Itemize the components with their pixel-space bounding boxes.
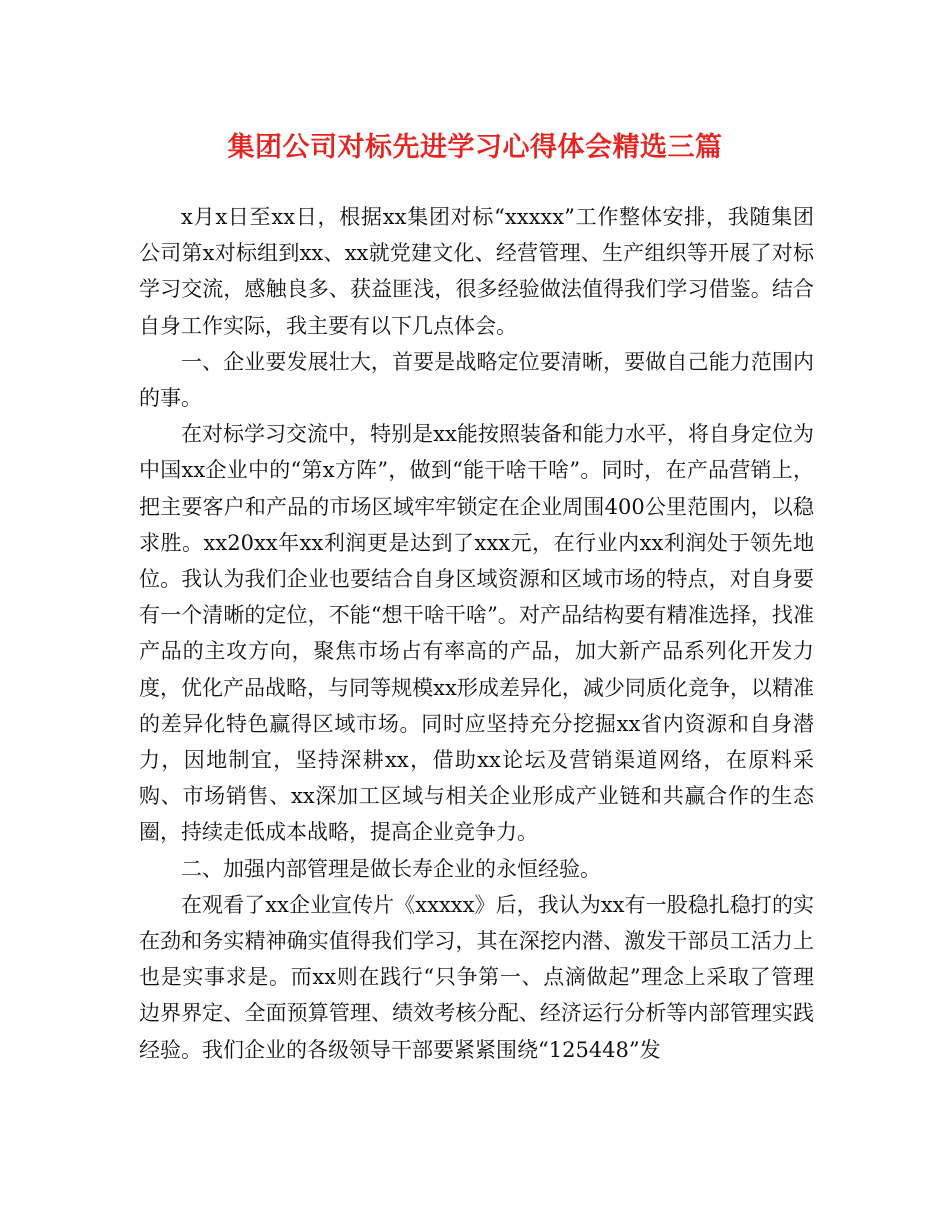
- document-title: 集团公司对标先进学习心得体会精选三篇: [227, 132, 723, 163]
- paragraph-heading-2: 二、加强内部管理是做长寿企业的永恒经验。: [181, 856, 601, 881]
- document-body: [139, 199, 814, 1068]
- paragraph-body-2: 在观看了xx企业宣传片《xxxxx》后，我认为xx有一股稳扎稳打的实在劲和务实精神确实值得我们学习，其在深挖内潜、激发干部员工活力上也是实事求是。而xx则在践行“只争第一、点滴做起”理念上采取了管理边界界定、全面预算管理、绩效考核分配、经济运行分析等内部管理实践经验。我们企业的各级领导干部要紧紧围绕“125448”发: [139, 892, 814, 1062]
- paragraph-intro: x月x日至xx日，根据xx集团对标“xxxxx”工作整体安排，我随集团公司第x对标组到xx、xx就党建文化、经营管理、生产组织等开展了对标学习交流，感触良多、获益匪浅，很多经验做法值得我们学习借鉴。结合自身工作实际，我主要有以下几点体会。: [139, 205, 814, 338]
- paragraph-body-1: 在对标学习交流中，特别是xx能按照装备和能力水平，将自身定位为中国xx企业中的“第x方阵”，做到“能干啥干啥”。同时，在产品营销上，把主要客户和产品的市场区域牢牢锁定在企业周围400公里范围内，以稳求胜。xx20xx年xx利润更是达到了xxx元，在行业内xx利润处于领先地位。我认为我们企业也要结合自身区域资源和区域市场的特点，对自身要有一个清晰的定位，不能“想干啥干啥”。对产品结构要有精准选择，找准产品的主攻方向，聚焦市场占有率高的产品，加大新产品系列化开发力度，优化产品战略，与同等规模xx形成差异化，减少同质化竞争，以精准的差异化特色赢得区域市场。同时应坚持充分挖掘xx省内资源和自身潜力，因地制宜，坚持深耕xx，借助xx论坛及营销渠道网络，在原料采购、市场销售、xx深加工区域与相关企业形成产业链和共赢合作的生态圈，持续走低成本战略，提高企业竞争力。: [139, 422, 814, 845]
- paragraph-heading-1: 一、企业要发展壮大，首要是战略定位要清晰，要做自己能力范围内的事。: [139, 349, 814, 411]
